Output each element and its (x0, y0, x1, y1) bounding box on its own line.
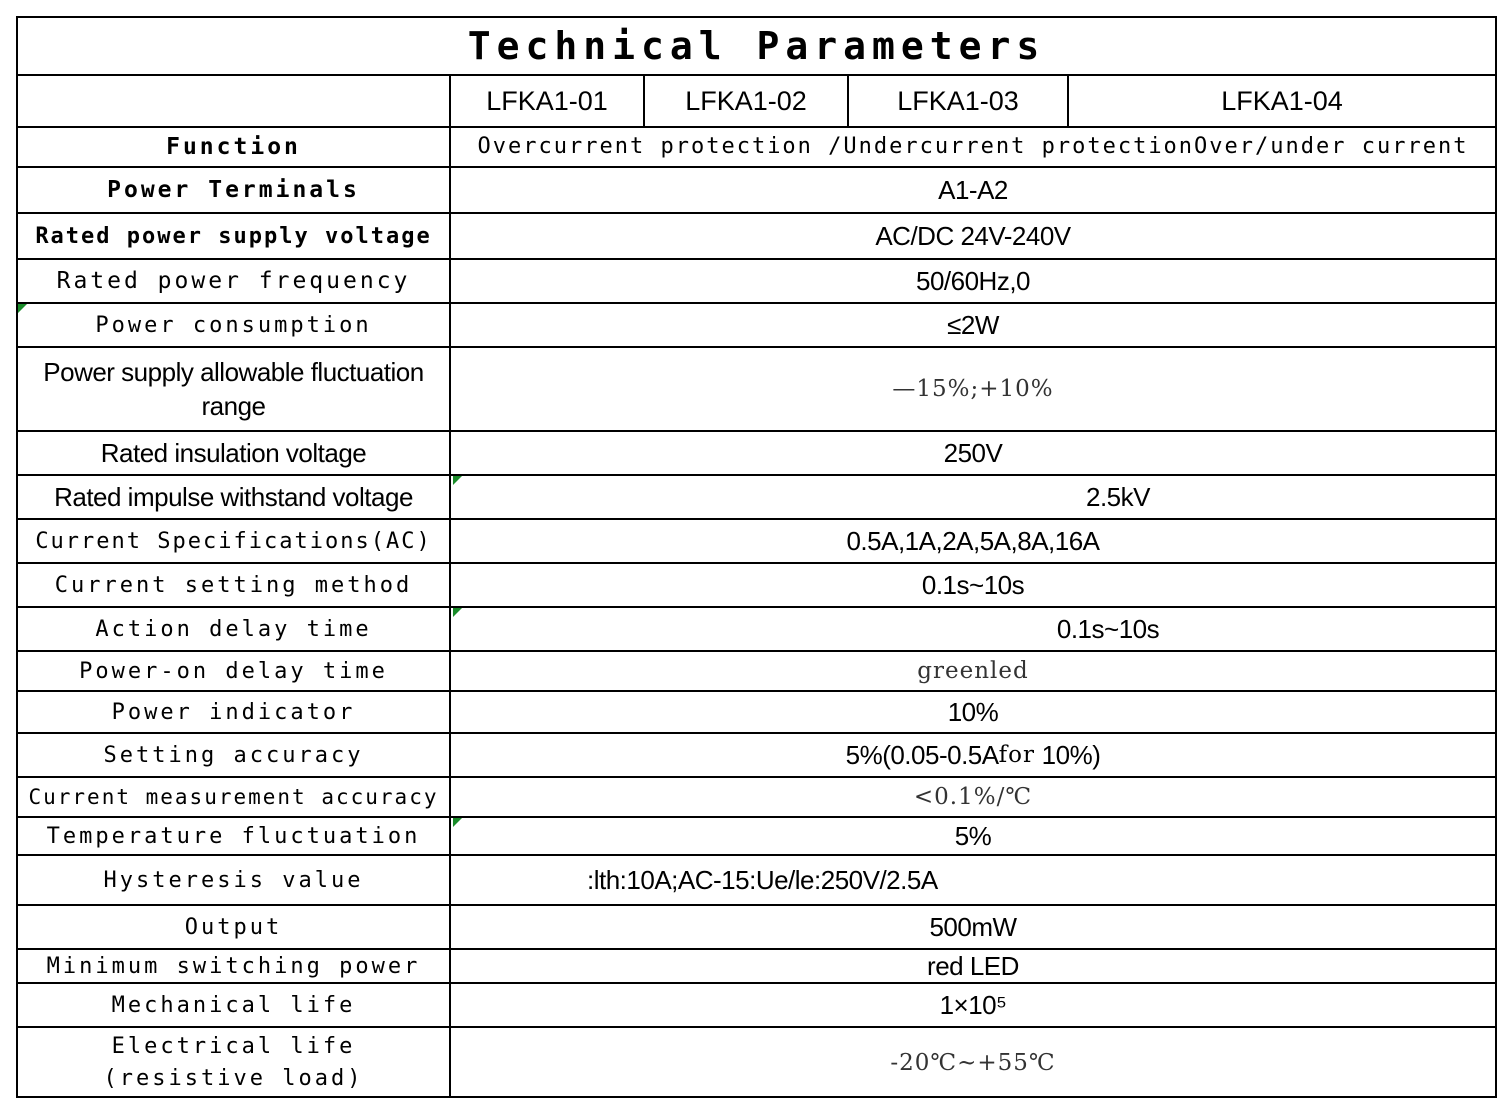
row-label (18, 652, 451, 690)
row-label (18, 348, 451, 430)
row-value (451, 818, 1495, 854)
row-label (18, 564, 451, 606)
table-row (18, 652, 1495, 692)
row-label-text: Rated impulse withstand voltage (54, 481, 413, 512)
table-row (18, 432, 1495, 476)
row-value-text: 5% (954, 820, 992, 851)
row-label-text: Hysteresis value (103, 867, 364, 893)
row-value-text: 0.1s~10s (1056, 613, 1160, 644)
row-value-text: for (998, 742, 1035, 768)
table-row (18, 128, 1495, 168)
table-row (18, 260, 1495, 304)
table-row (18, 734, 1495, 778)
row-label (18, 984, 451, 1026)
row-label-text: Mechanical life (111, 992, 356, 1018)
table-title (18, 18, 1495, 74)
row-value (451, 950, 1495, 982)
row-value-text: greenled (917, 658, 1029, 684)
model-name: LFKA1-01 (486, 85, 608, 116)
table-row (18, 214, 1495, 260)
row-label-text: Current setting method (54, 572, 413, 598)
row-value-text: Overcurrent protection /Undercurrent protectionOver/under current (477, 134, 1469, 159)
table-row (18, 1028, 1495, 1098)
technical-parameters-table (16, 16, 1497, 1098)
row-label-text: Temperature fluctuation (46, 823, 421, 849)
row-label-text: Output (184, 914, 283, 940)
table-row (18, 906, 1495, 950)
row-label (18, 304, 451, 346)
row-label (18, 818, 451, 854)
row-label-text: Current measurement accuracy (28, 785, 439, 809)
row-value (451, 906, 1495, 948)
row-label (18, 608, 451, 650)
table-row (18, 608, 1495, 652)
row-label (18, 260, 451, 302)
row-label (18, 856, 451, 904)
table-row (18, 168, 1495, 214)
row-value-text: 500mW (929, 911, 1017, 942)
row-value (451, 564, 1495, 606)
row-label-text: Function (166, 134, 301, 160)
row-label-text: Electrical life (resistive load) (103, 1034, 364, 1091)
row-label-text: Action delay time (95, 616, 372, 642)
model-col-2 (645, 76, 849, 126)
row-value-text: 250V (943, 437, 1003, 468)
table-row (18, 856, 1495, 906)
row-value-text: ≤2W (947, 309, 999, 340)
row-label (18, 520, 451, 562)
row-value-text: AC/DC 24V-240V (875, 220, 1071, 251)
row-value-text: —15%;+10% (892, 376, 1054, 402)
model-header-blank (18, 76, 451, 126)
row-value-text: 2.5kV (1086, 481, 1150, 512)
title-row (18, 18, 1495, 76)
row-value-text: 0.5A,1A,2A,5A,8A,16A (846, 525, 1100, 556)
row-value (451, 652, 1495, 690)
row-label (18, 906, 451, 948)
table-row (18, 520, 1495, 564)
table-row (18, 778, 1495, 818)
row-value-text: -20℃~+55℃ (890, 1050, 1056, 1076)
row-label (18, 950, 451, 982)
row-label (18, 128, 451, 166)
row-value-text: 5%(0.05-0.5A (845, 739, 999, 770)
table-title-text: Technical Parameters (467, 24, 1046, 68)
row-label-text: Power supply allowable fluctuation range (43, 357, 424, 421)
row-value (451, 734, 1495, 776)
row-value (451, 692, 1495, 732)
row-label (18, 432, 451, 474)
model-name: LFKA1-04 (1221, 85, 1343, 116)
row-label-text: Minimum switching power (46, 953, 421, 979)
row-label-text: Rated insulation voltage (100, 437, 367, 468)
table-row (18, 304, 1495, 348)
table-row (18, 984, 1495, 1028)
row-value (451, 128, 1495, 166)
row-label-text: Current Specifications(AC) (35, 528, 432, 554)
table-row (18, 692, 1495, 734)
row-label-text: Rated power supply voltage (35, 223, 432, 249)
row-value-text: 10% (947, 696, 999, 727)
model-header-row (18, 76, 1495, 128)
row-value (451, 348, 1495, 430)
row-label (18, 778, 451, 816)
row-value-text: 0.1s~10s (921, 569, 1025, 600)
row-value (451, 168, 1495, 212)
row-value (451, 856, 1495, 904)
table-row (18, 818, 1495, 856)
row-label-text: Power consumption (95, 312, 372, 338)
row-value-text: red LED (927, 950, 1019, 981)
row-value (451, 1028, 1495, 1098)
row-label-text: Power Terminals (107, 177, 360, 203)
row-value (451, 476, 1495, 518)
row-value-text: 10%) (1034, 739, 1101, 770)
row-value-text: 1×10⁵ (939, 989, 1007, 1020)
table-row (18, 564, 1495, 608)
row-value-text: A1-A2 (938, 174, 1008, 205)
row-value-text: 50/60Hz,0 (915, 265, 1031, 296)
row-value (451, 260, 1495, 302)
row-value (451, 304, 1495, 346)
model-name: LFKA1-03 (897, 85, 1019, 116)
model-col-1 (451, 76, 645, 126)
row-value (451, 520, 1495, 562)
model-col-3 (849, 76, 1069, 126)
table-row (18, 476, 1495, 520)
row-label (18, 734, 451, 776)
model-name: LFKA1-02 (685, 85, 807, 116)
row-label (18, 214, 451, 258)
model-col-4 (1069, 76, 1495, 126)
row-label-text: Power-on delay time (79, 658, 388, 684)
row-label (18, 168, 451, 212)
row-label (18, 476, 451, 518)
row-label-text: Rated power frequency (56, 268, 411, 294)
row-value-text: <0.1%/℃ (913, 784, 1033, 810)
row-label (18, 692, 451, 732)
row-value (451, 984, 1495, 1026)
row-value (451, 608, 1495, 650)
table-row (18, 950, 1495, 984)
row-label-text: Power indicator (111, 699, 356, 725)
row-label-text: Setting accuracy (103, 742, 364, 768)
row-value (451, 778, 1495, 816)
row-value (451, 214, 1495, 258)
table-row (18, 348, 1495, 432)
row-label (18, 1028, 451, 1098)
row-value-text: :lth:10A;AC-15:Ue/le:250V/2.5A (587, 864, 938, 895)
row-value (451, 432, 1495, 474)
